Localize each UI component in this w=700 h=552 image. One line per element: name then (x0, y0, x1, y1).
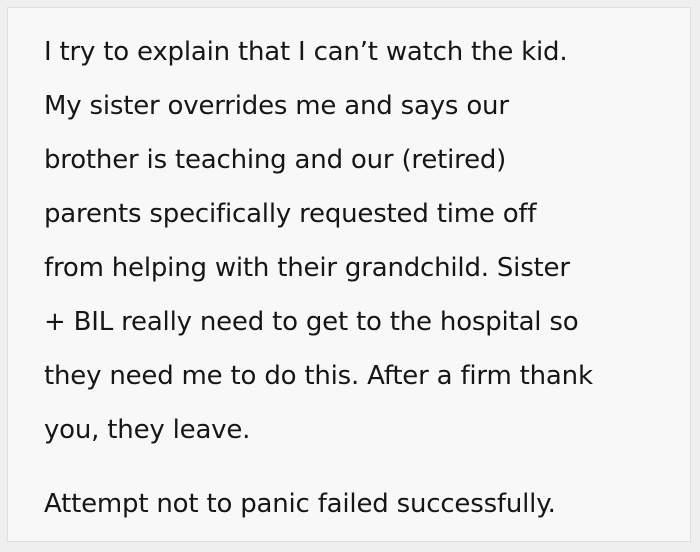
text-line: brother is teaching and our (retired) (44, 145, 507, 175)
text-line: parents specifically requested time off (44, 199, 537, 229)
text-line: I try to explain that I can’t watch the kid. (44, 37, 568, 67)
text-line: Attempt not to panic failed successfully. (44, 489, 556, 519)
text-line: you, they leave. (44, 415, 251, 445)
text-line: they need me to do this. After a firm thank (44, 361, 593, 391)
text-line: from helping with their grandchild. Sister (44, 253, 570, 283)
text-post-card (7, 7, 691, 542)
story-paragraph-1 (44, 25, 690, 457)
story-paragraph-2 (44, 477, 690, 531)
text-line: + BIL really need to get to the hospital so (44, 307, 579, 337)
text-line: My sister overrides me and says our (44, 91, 509, 121)
